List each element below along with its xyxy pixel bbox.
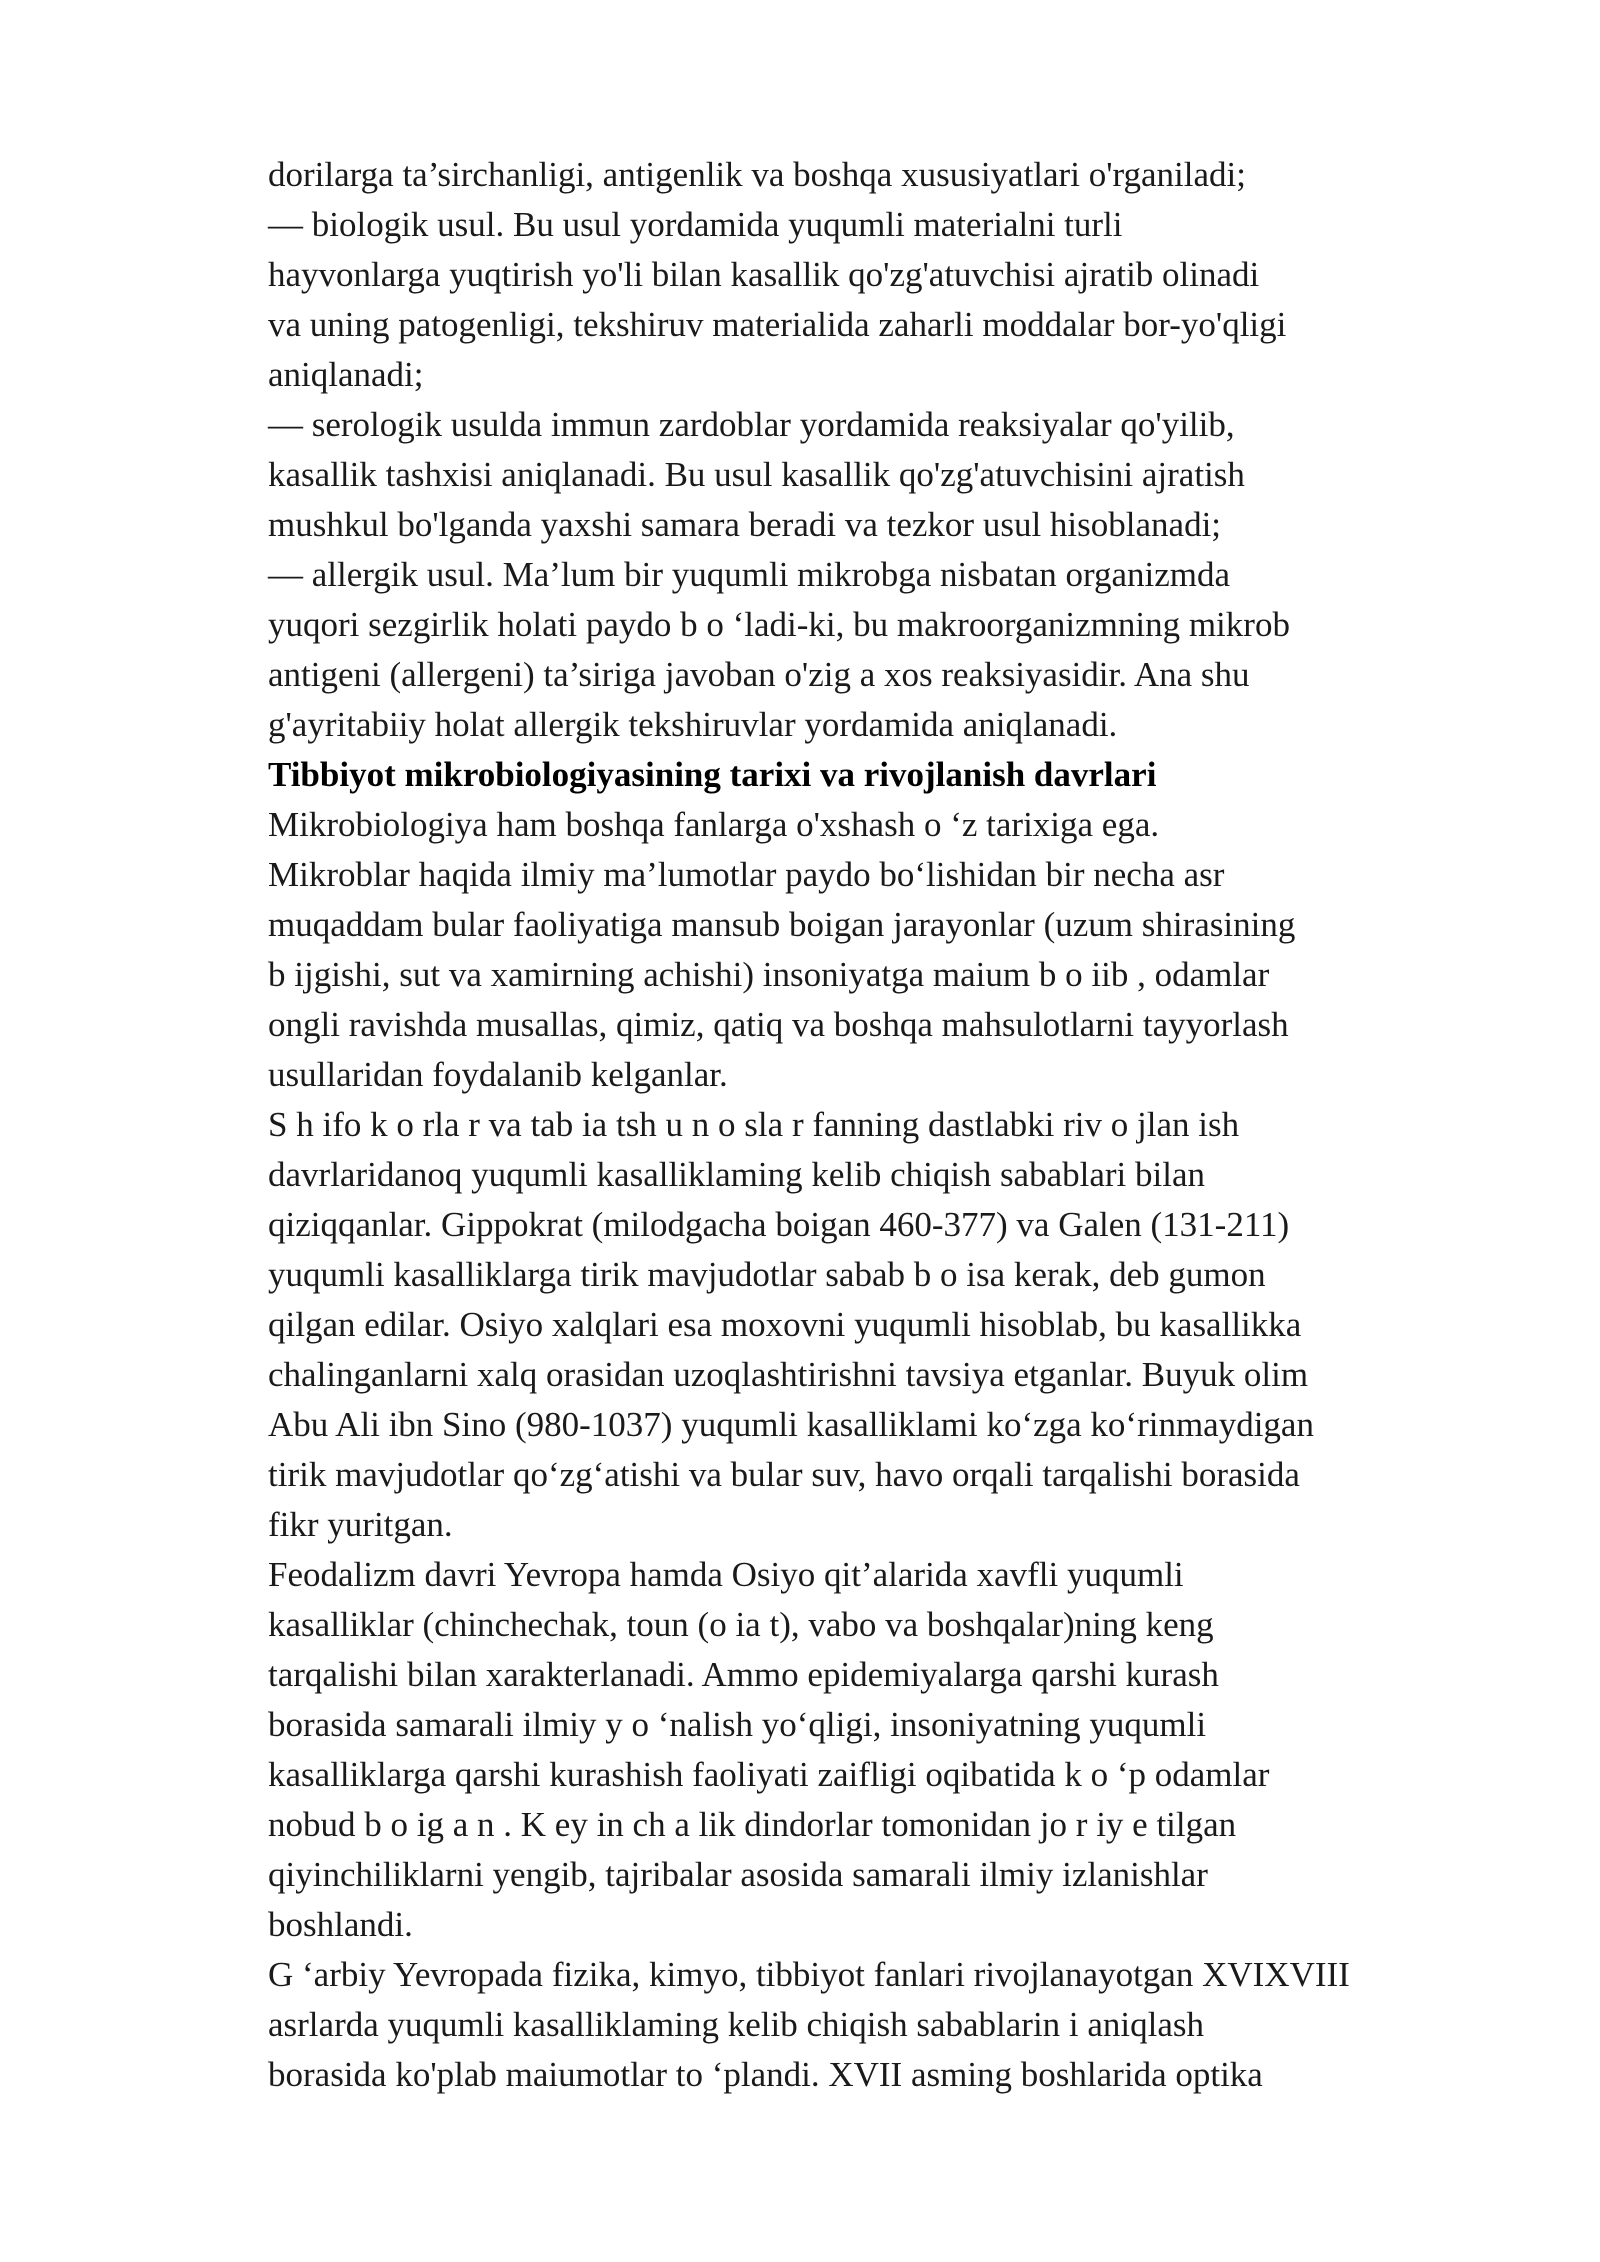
text-line: chalinganlarni xalq orasidan uzoqlashtirishni tavsiya etganlar. Buyuk olim — [268, 1355, 1309, 1394]
text-line: mushkul bo'lganda yaxshi samara beradi va tezkor usul hisoblanadi; — [268, 505, 1222, 544]
text-line: boshlandi. — [268, 1905, 413, 1944]
text-line: G ‘arbiy Yevropada fizika, kimyo, tibbiyot fanlari rivojlanayotgan XVIXVIII — [268, 1955, 1350, 1994]
text-line: kasalliklar (chinchechak, toun (o ia t), vabo va boshqalar)ning keng — [268, 1605, 1214, 1644]
text-line: Abu Ali ibn Sino (980-1037) yuqumli kasalliklami ko‘zga ko‘rinmaydigan — [268, 1405, 1314, 1444]
section-text — [268, 800, 1468, 2100]
text-line: usullaridan foydalanib kelganlar. — [268, 1055, 728, 1094]
section-heading: Tibbiyot mikrobiologiyasining tarixi va rivojlanish davrlari — [268, 755, 1157, 794]
text-line: Mikroblar haqida ilmiy ma’lumotlar paydo bo‘lishidan bir necha asr — [268, 855, 1225, 894]
text-line: dorilarga ta’sirchanligi, antigenlik va boshqa xususiyatlari o'rganiladi; — [268, 155, 1246, 194]
text-line: va uning patogenligi, tekshiruv materialida zaharli moddalar bor-yo'qligi — [268, 305, 1287, 344]
text-line: yuqori sezgirlik holati paydo b o ‘ladi-ki, bu makroorganizmning mikrob — [268, 605, 1290, 644]
text-line: qiziqqanlar. Gippokrat (milodgacha boigan 460-377) va Galen (131-211) — [268, 1205, 1290, 1244]
text-line: antigeni (allergeni) ta’siriga javoban o'zig a xos reaksiyasidir. Ana shu — [268, 655, 1250, 694]
text-line: g'ayritabiiy holat allergik tekshiruvlar yordamida aniqlanadi. — [268, 705, 1118, 744]
text-line: asrlarda yuqumli kasalliklaming kelib chiqish sabablarin i aniqlash — [268, 2005, 1205, 2044]
text-line: — biologik usul. Bu usul yordamida yuqumli materialni turli — [268, 205, 1123, 244]
text-line: borasida ko'plab maiumotlar to ‘plandi. XVII asming boshlarida optika — [268, 2055, 1263, 2094]
text-line: Mikrobiologiya ham boshqa fanlarga o'xshash o ‘z tarixiga ega. — [268, 805, 1160, 844]
text-line: muqaddam bular faoliyatiga mansub boigan jarayonlar (uzum shirasining — [268, 905, 1296, 944]
text-line: S h ifo k o rla r va tab ia tsh u n o sla r fanning dastlabki riv o jlan ish — [268, 1105, 1240, 1144]
text-line: aniqlanadi; — [268, 355, 424, 394]
text-line: tarqalishi bilan xarakterlanadi. Ammo epidemiyalarga qarshi kurash — [268, 1655, 1219, 1694]
text-line: kasallik tashxisi aniqlanadi. Bu usul kasallik qo'zg'atuvchisini ajratish — [268, 455, 1245, 494]
text-line: hayvonlarga yuqtirish yo'li bilan kasallik qo'zg'atuvchisi ajratib olinadi — [268, 255, 1260, 294]
text-line: fikr yuritgan. — [268, 1505, 453, 1544]
text-line: yuqumli kasalliklarga tirik mavjudotlar sabab b o isa kerak, deb gumon — [268, 1255, 1266, 1294]
text-line: qilgan edilar. Osiyo xalqlari esa moxovni yuqumli hisoblab, bu kasallikka — [268, 1305, 1302, 1344]
text-line: — serologik usulda immun zardoblar yordamida reaksiyalar qo'yilib, — [268, 405, 1235, 444]
document-body — [268, 150, 1468, 2100]
text-line: kasalliklarga qarshi kurashish faoliyati zaifligi oqibatida k o ‘p odamlar — [268, 1755, 1270, 1794]
text-line: nobud b o ig a n . K ey in ch a lik dindorlar tomonidan jo r iy e tilgan — [268, 1805, 1237, 1844]
text-line: davrlaridanoq yuqumli kasalliklaming kelib chiqish sabablari bilan — [268, 1155, 1206, 1194]
intro-text — [268, 150, 1468, 750]
text-line: Feodalizm davri Yevropa hamda Osiyo qit’alarida xavfli yuqumli — [268, 1555, 1184, 1594]
text-line: tirik mavjudotlar qo‘zg‘atishi va bular suv, havo orqali tarqalishi borasida — [268, 1455, 1300, 1494]
text-line: ongli ravishda musallas, qimiz, qatiq va boshqa mahsulotlarni tayyorlash — [268, 1005, 1289, 1044]
text-line: qiyinchiliklarni yengib, tajribalar asosida samarali ilmiy izlanishlar — [268, 1855, 1208, 1894]
text-line: borasida samarali ilmiy y o ‘nalish yo‘qligi, insoniyatning yuqumli — [268, 1705, 1207, 1744]
text-line: — allergik usul. Ma’lum bir yuqumli mikrobga nisbatan organizmda — [268, 555, 1231, 594]
text-line: b ijgishi, sut va xamirning achishi) insoniyatga maium b o iib , odamlar — [268, 955, 1270, 994]
